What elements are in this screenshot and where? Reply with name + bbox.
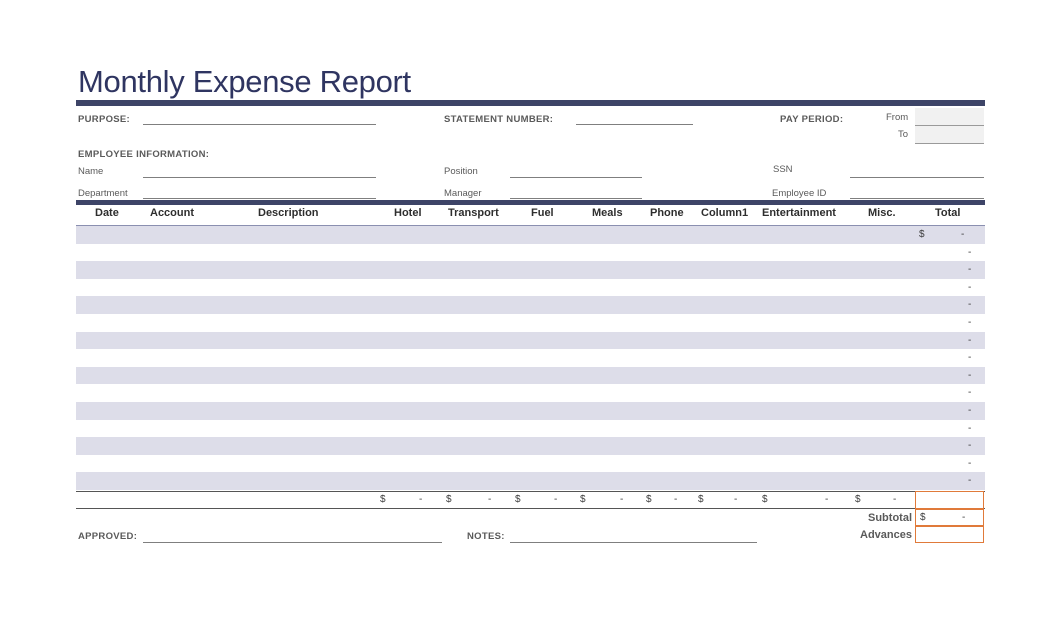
summary-top-line xyxy=(76,491,985,492)
row-total-value: - xyxy=(968,457,972,469)
summary-entertainment-currency: $ xyxy=(762,494,768,505)
row-total-value: - xyxy=(968,369,972,381)
employee-information-label: EMPLOYEE INFORMATION: xyxy=(78,149,210,160)
table-top-divider xyxy=(76,200,985,205)
pay-period-label: PAY PERIOD: xyxy=(780,114,844,125)
column-header-account: Account xyxy=(150,207,194,219)
subtotal-currency: $ xyxy=(920,512,926,523)
summary-meals-value: - xyxy=(620,494,624,505)
row-total-value: - xyxy=(968,334,972,346)
table-row[interactable] xyxy=(76,332,985,350)
column-header-misc: Misc. xyxy=(868,207,896,219)
subtotal-value: - xyxy=(962,512,966,523)
summary-transport-value: - xyxy=(488,494,492,505)
name-label: Name xyxy=(78,166,104,177)
row-total-value: - xyxy=(968,440,972,452)
position-field[interactable] xyxy=(510,177,642,178)
table-row[interactable] xyxy=(76,472,985,490)
approved-field[interactable] xyxy=(143,542,442,543)
row-total-value: - xyxy=(968,246,972,258)
notes-label: NOTES: xyxy=(467,531,505,542)
table-row[interactable] xyxy=(76,349,985,367)
approved-label: APPROVED: xyxy=(78,531,138,542)
column-header-column1: Column1 xyxy=(701,207,749,219)
summary-fuel-currency: $ xyxy=(515,494,521,505)
row-total-value: - xyxy=(961,229,965,240)
column-header-date: Date xyxy=(95,207,119,219)
column-header-hotel: Hotel xyxy=(394,207,422,219)
column-header-description: Description xyxy=(258,207,319,219)
to-field[interactable] xyxy=(915,126,984,144)
row-total-value: - xyxy=(968,317,972,328)
table-row[interactable] xyxy=(76,261,985,279)
column-header-meals: Meals xyxy=(592,207,623,219)
column-header-total: Total xyxy=(935,207,961,219)
summary-column1-value: - xyxy=(734,494,738,505)
row-total-value: - xyxy=(968,281,972,293)
summary-column1-currency: $ xyxy=(698,494,704,505)
employee-id-label: Employee ID xyxy=(772,188,827,199)
from-label: From xyxy=(886,112,909,123)
summary-phone-value: - xyxy=(674,494,678,505)
header-divider xyxy=(76,100,985,106)
summary-transport-currency: $ xyxy=(446,494,452,505)
column-header-fuel: Fuel xyxy=(531,207,554,219)
manager-field[interactable] xyxy=(510,198,642,199)
table-row[interactable] xyxy=(76,367,985,385)
row-total-value: - xyxy=(968,352,972,364)
employee-id-field[interactable] xyxy=(850,198,984,199)
to-label: To xyxy=(898,129,909,140)
row-total-value: - xyxy=(968,405,972,416)
row-total-currency: $ xyxy=(919,229,925,240)
name-field[interactable] xyxy=(143,177,376,178)
statement-number-field[interactable] xyxy=(576,124,693,125)
table-row[interactable] xyxy=(76,314,985,332)
column-header-phone: Phone xyxy=(650,207,684,219)
summary-hotel-currency: $ xyxy=(380,494,386,505)
table-row[interactable] xyxy=(76,384,985,402)
row-total-value: - xyxy=(968,475,972,487)
table-row[interactable] xyxy=(76,420,985,438)
summary-bottom-line xyxy=(76,508,985,509)
subtotal-box[interactable] xyxy=(915,509,984,526)
table-row[interactable] xyxy=(76,244,985,262)
summary-phone-currency: $ xyxy=(646,494,652,505)
table-row[interactable] xyxy=(76,437,985,455)
purpose-label: PURPOSE: xyxy=(78,114,131,125)
summary-entertainment-value: - xyxy=(825,494,829,505)
summary-misc-currency: $ xyxy=(855,494,861,505)
advances-box[interactable] xyxy=(915,526,984,543)
ssn-field[interactable] xyxy=(850,177,984,178)
row-total-value: - xyxy=(968,299,972,311)
table-row[interactable] xyxy=(76,279,985,297)
purpose-field[interactable] xyxy=(143,124,376,125)
table-row[interactable] xyxy=(76,296,985,314)
statement-number-label: STATEMENT NUMBER: xyxy=(444,114,554,125)
row-total-value: - xyxy=(968,422,972,434)
table-row[interactable] xyxy=(76,455,985,473)
department-field[interactable] xyxy=(143,198,376,199)
summary-misc-value: - xyxy=(893,494,897,505)
row-total-value: - xyxy=(968,264,972,276)
column-header-transport: Transport xyxy=(448,207,499,219)
ssn-label: SSN xyxy=(773,164,793,175)
notes-field[interactable] xyxy=(510,542,757,543)
summary-hotel-value: - xyxy=(419,494,423,505)
page-title: Monthly Expense Report xyxy=(78,64,411,99)
total-sum-box[interactable] xyxy=(915,491,984,509)
manager-label: Manager xyxy=(444,188,482,199)
summary-meals-currency: $ xyxy=(580,494,586,505)
advances-label: Advances xyxy=(860,529,912,541)
position-label: Position xyxy=(444,166,478,177)
table-row[interactable] xyxy=(76,226,985,244)
department-label: Department xyxy=(78,188,128,199)
table-row[interactable] xyxy=(76,402,985,420)
column-header-entertainment: Entertainment xyxy=(762,207,836,219)
row-total-value: - xyxy=(968,387,972,399)
summary-fuel-value: - xyxy=(554,494,558,505)
subtotal-label: Subtotal xyxy=(868,512,912,524)
from-field[interactable] xyxy=(915,108,984,126)
